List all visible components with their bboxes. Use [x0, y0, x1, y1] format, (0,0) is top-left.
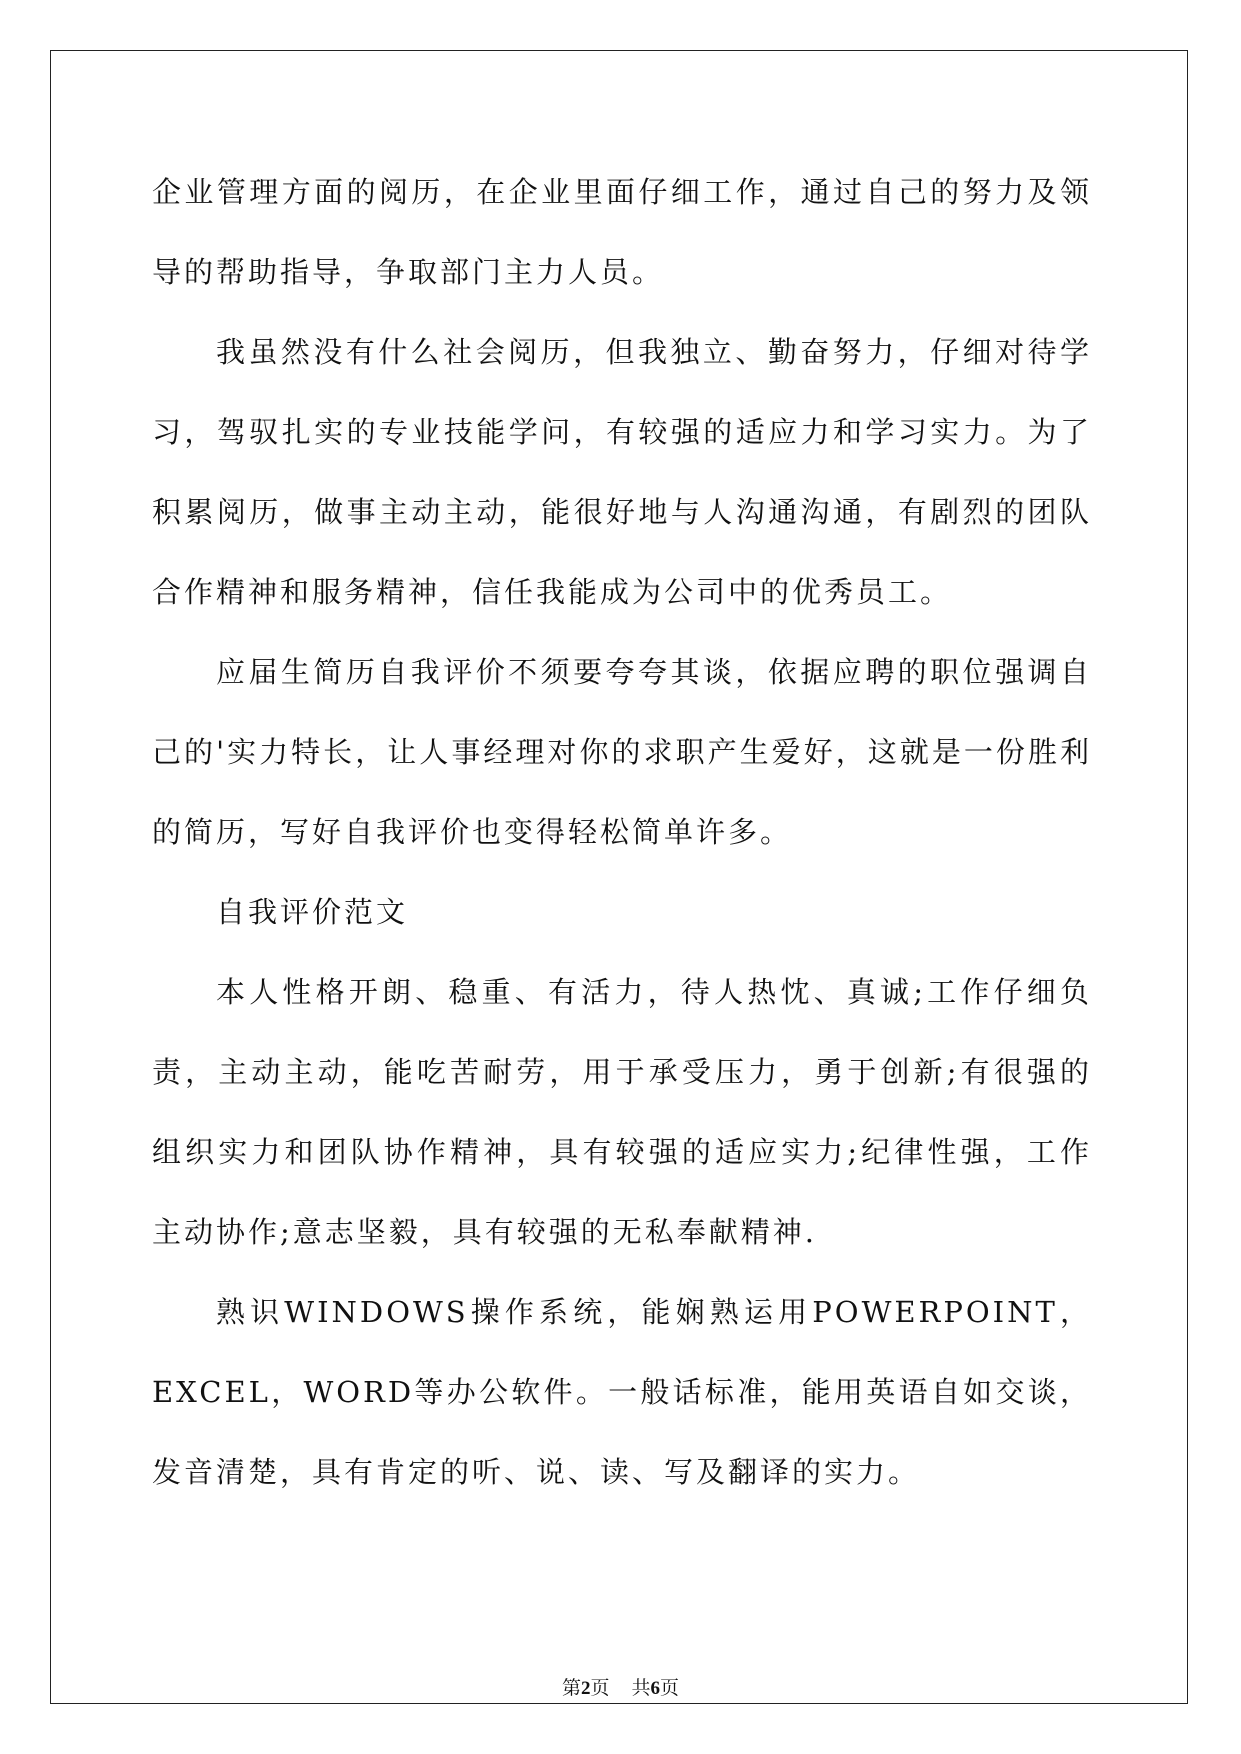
section-heading: 自我评价范文 — [216, 895, 409, 929]
paragraph-5: 熟识WINDOWS操作系统，能娴熟运用POWERPOINT，EXCEL，WORD等办公软件。一般话标准，能用英语自如交谈，发音清楚，具有肯定的听、说、读、写及翻译的实力。 — [152, 1295, 1092, 1489]
document-body — [152, 152, 1092, 1512]
page-suffix: 页 — [590, 1677, 610, 1699]
paragraph-4: 本人性格开朗、稳重、有活力，待人热忱、真诚;工作仔细负责，主动主动，能吃苦耐劳，用于承受压力，勇于创新;有很强的组织实力和团队协作精神，具有较强的适应实力;纪律性强，工作主动协作;意志坚毅，具有较强的无私奉献精神. — [152, 975, 1092, 1249]
total-suffix: 页 — [660, 1677, 680, 1699]
paragraph-2: 我虽然没有什么社会阅历，但我独立、勤奋努力，仔细对待学习，驾驭扎实的专业技能学问，有较强的适应力和学习实力。为了积累阅历，做事主动主动，能很好地与人沟通沟通，有剧烈的团队合作精神和服务精神，信任我能成为公司中的优秀员工。 — [152, 335, 1092, 609]
page-footer — [0, 1676, 1241, 1701]
total-prefix: 共 — [631, 1677, 651, 1699]
paragraph-1: 企业管理方面的阅历，在企业里面仔细工作，通过自己的努力及领导的帮助指导，争取部门主力人员。 — [152, 175, 1092, 289]
current-page-number: 2 — [580, 1678, 591, 1699]
total-page-count: 6 — [650, 1678, 661, 1699]
paragraph-3: 应届生简历自我评价不须要夸夸其谈，依据应聘的职位强调自己的'实力特长，让人事经理对你的求职产生爱好，这就是一份胜利的简历，写好自我评价也变得轻松简单许多。 — [152, 655, 1092, 849]
page-prefix: 第 — [561, 1677, 581, 1699]
